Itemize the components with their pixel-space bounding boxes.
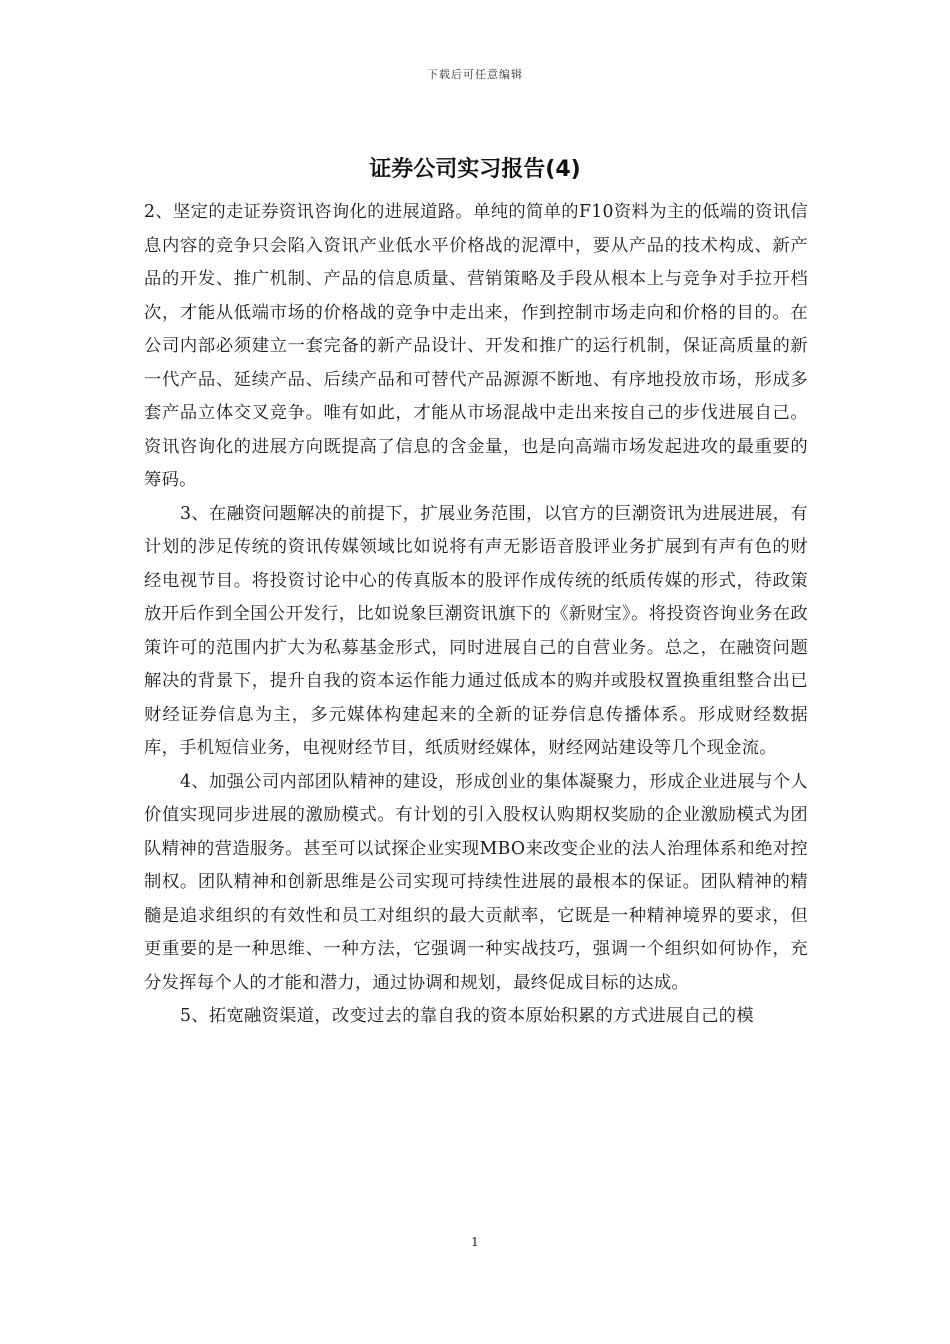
page-number: 1 (471, 1235, 479, 1249)
document-title: 证券公司实习报告(4) (369, 157, 581, 182)
document-body (144, 196, 808, 1034)
header-note: 下载后可任意编辑 (427, 68, 523, 81)
paragraph-5: 5、拓宽融资渠道，改变过去的靠自我的资本原始积累的方式进展自己的模 (180, 1006, 754, 1026)
paragraph-4: 4、加强公司内部团队精神的建设，形成创业的集体凝聚力，形成企业进展与个人价值实现同步进展的激励模式。有计划的引入股权认购期权奖励的企业激励模式为团队精神的营造服务。甚至可以试探企业实现MBO来改变企业的法人治理体系和绝对控制权。团队精神和创新思维是公司实现可持续性进展的最根本的保证。团队精神的精髓是追求组织的有效性和员工对组织的最大贡献率，它既是一种精神境界的要求，但更重要的是一种思维、一种方法，它强调一种实战技巧，强调一个组织如何协作，充分发挥每个人的才能和潜力，通过协调和规划，最终促成目标的达成。 (144, 771, 808, 993)
paragraph-2: 2、坚定的走证券资讯咨询化的进展道路。单纯的简单的F10资料为主的低端的资讯信息内容的竞争只会陷入资讯产业低水平价格战的泥潭中，要从产品的技术构成、新产品的开发、推广机制、产品的信息质量、营销策略及手段从根本上与竞争对手拉开档次，才能从低端市场的价格战的竞争中走出来，作到控制市场走向和价格的目的。在公司内部必须建立一套完备的新产品设计、开发和推广的运行机制，保证高质量的新一代产品、延续产品、后续产品和可替代产品源源不断地、有序地投放市场，形成多套产品立体交叉竞争。唯有如此，才能从市场混战中走出来按自己的步伐进展自己。资讯咨询化的进展方向既提高了信息的含金量，也是向高端市场发起进攻的最重要的筹码。 (144, 202, 808, 490)
paragraph-3: 3、在融资问题解决的前提下，扩展业务范围，以官方的巨潮资讯为进展进展，有计划的涉足传统的资讯传媒领域比如说将有声无影语音股评业务扩展到有声有色的财经电视节目。将投资讨论中心的传真版本的股评作成传统的纸质传媒的形式，待政策放开后作到全国公开发行，比如说象巨潮资讯旗下的《新财宝》。将投资咨询业务在政策许可的范围内扩大为私募基金形式，同时进展自己的自营业务。总之，在融资问题解决的背景下，提升自我的资本运作能力通过低成本的购并或股权置换重组整合出已财经证券信息为主，多元媒体构建起来的全新的证券信息传播体系。形成财经数据库，手机短信业务，电视财经节目，纸质财经媒体，财经网站建设等几个现金流。 (144, 503, 808, 758)
